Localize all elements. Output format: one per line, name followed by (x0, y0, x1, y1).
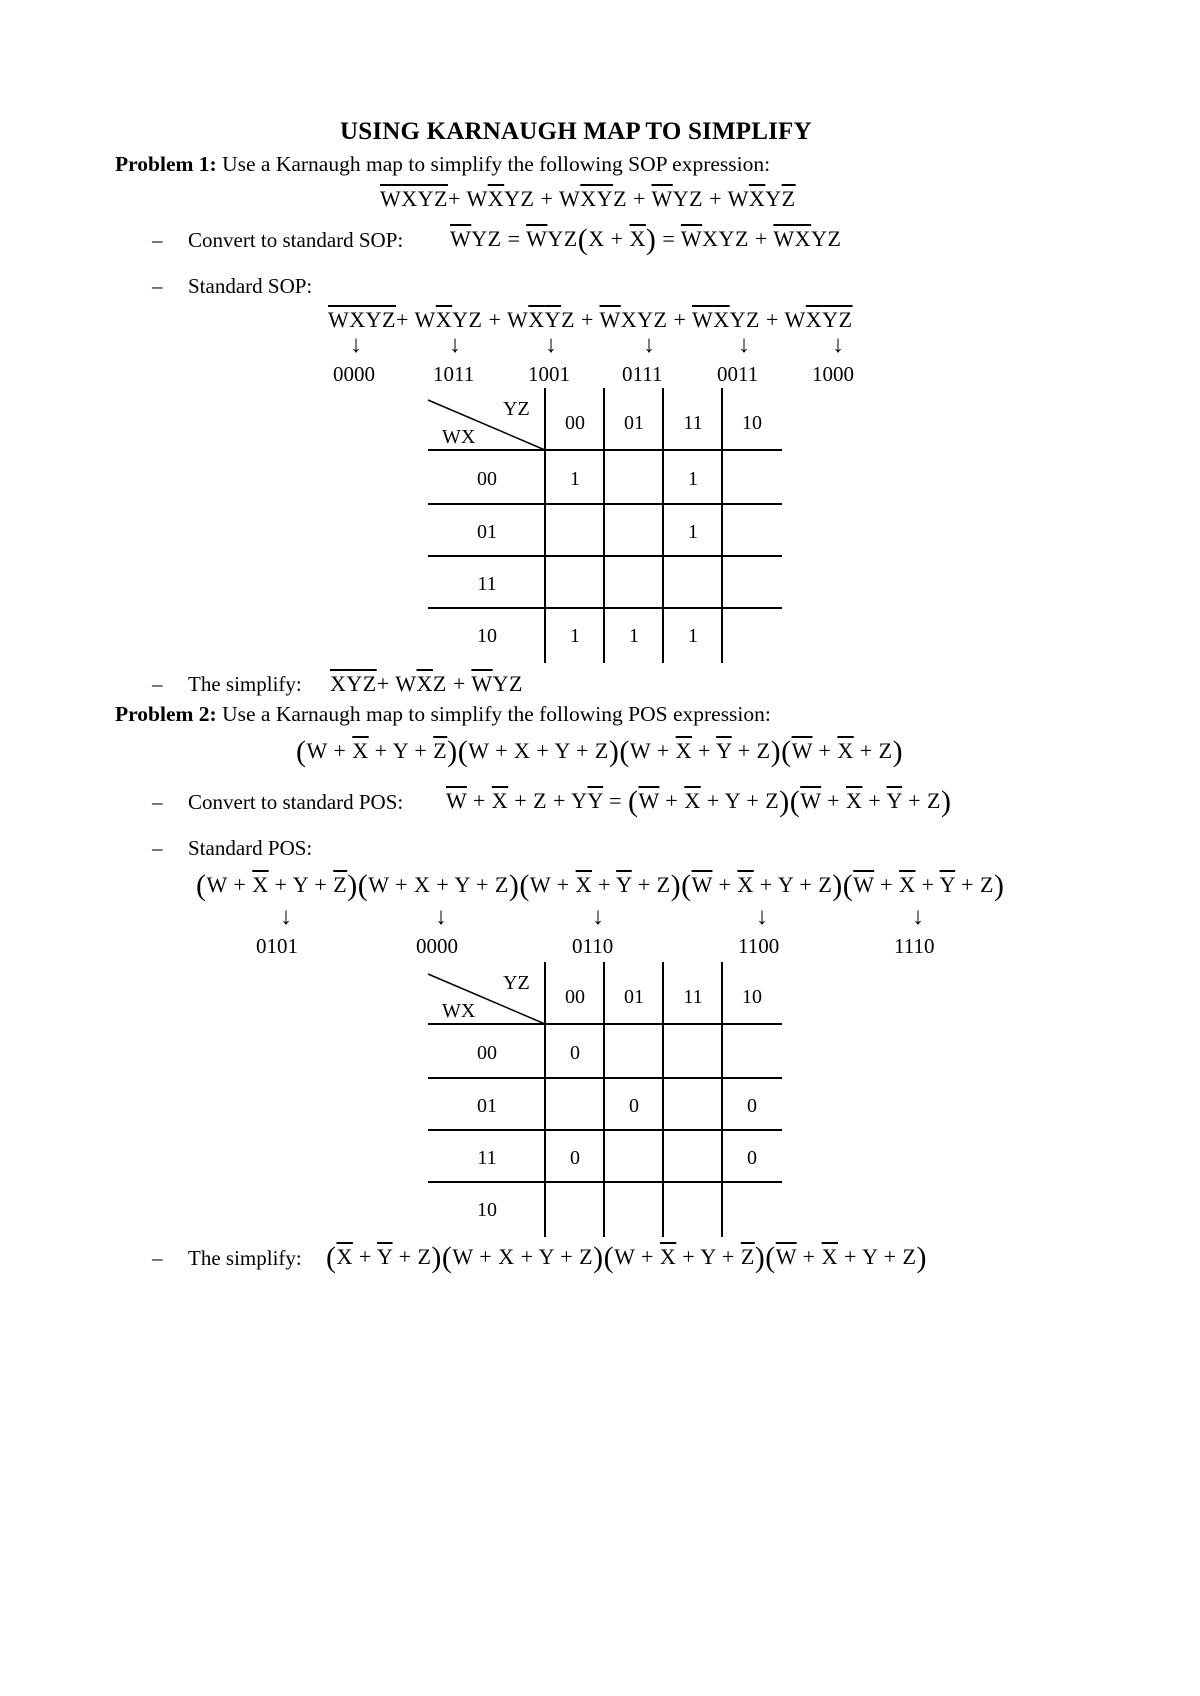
kmap-1-cell: 1 (688, 521, 698, 543)
page-title: USING KARNAUGH MAP TO SIMPLIFY (340, 118, 812, 145)
kmap-1-cell: 1 (570, 625, 580, 647)
p1-code-5: 1000 (812, 362, 854, 386)
kmap-2-col-header: 00 (565, 986, 585, 1008)
problem-1-simplify-result: $\overline{X}\overline{Y}\overline{Z}+ W\overline{X}Z + \overline{W}YZ$ (330, 671, 523, 696)
kmap-1-col-header: 10 (742, 412, 762, 434)
p1-code-3: 0111 (622, 362, 663, 386)
kmap-2-corner-yz: YZ (503, 972, 530, 994)
kmap-2-cell: 0 (570, 1147, 580, 1169)
kmap-1-cell: 1 (688, 625, 698, 647)
kmap-2-col-header: 11 (683, 986, 703, 1008)
problem-2-dash-1: – (152, 790, 163, 814)
kmap-1-corner-yz: YZ (503, 398, 530, 420)
p1-code-4: 0011 (717, 362, 759, 386)
problem-1-statement (115, 152, 770, 177)
p1-code-1: 1011 (433, 362, 475, 386)
kmap-2-row-header: 11 (477, 1147, 497, 1169)
p1-arrow-4: ↓ (738, 332, 750, 358)
problem-2-standard-label: Standard POS: (188, 836, 313, 860)
problem-2-label: Problem 2: (115, 702, 217, 726)
kmap-2-col-header: 10 (742, 986, 762, 1008)
p2-code-0: 0101 (256, 934, 298, 958)
p1-arrow-1: ↓ (449, 332, 461, 358)
p2-arrow-0: ↓ (280, 904, 292, 930)
kmap-1-cell: 1 (688, 468, 698, 490)
kmap-1-row-header: 01 (477, 521, 497, 543)
problem-2-convert-expression: $\overline{W} + \overline{X} + Z + Y\overline{Y} = (\overline{W} + \overline{X} + Y + Z)(\overline{W} + \overline{X} + \overline{Y} + Z)$ (446, 785, 952, 818)
kmap-2-row-header: 01 (477, 1095, 497, 1117)
kmap-1-row-header: 10 (477, 625, 497, 647)
problem-1-standard-expression: $\overline{W}\overline{X}\overline{Y}\overline{Z}+ W\overline{X}YZ + W\overline{X}\overline{Y}Z + \overline{W}XYZ + \overline{W}\overline{X}YZ + W\overline{X}\overline{Y}\overline{Z}$ (328, 307, 853, 332)
problem-2-dash-3: – (152, 1246, 163, 1270)
p2-arrow-3: ↓ (756, 904, 768, 930)
kmap-1-col-header: 01 (624, 412, 644, 434)
problem-1-simplify-label: The simplify: (188, 672, 302, 696)
problem-2-convert-label: Convert to standard POS: (188, 790, 404, 814)
problem-1-text: Use a Karnaugh map to simplify the following SOP expression: (222, 152, 771, 176)
kmap-1-corner-wx: WX (442, 426, 476, 448)
problem-2-standard-expression: $(W + \overline{X} + Y + \overline{Z})(W + X + Y + Z)(W + \overline{X} + \overline{Y} + Z)(\overline{W} + \overline{X} + Y + Z)(\overline{W} + \overline{X} + \overline{Y} + Z)$ (196, 869, 1005, 902)
p1-arrow-3: ↓ (643, 332, 655, 358)
kmap-1-col-header: 11 (683, 412, 703, 434)
kmap-1-cell: 1 (629, 625, 639, 647)
problem-2-simplify-label: The simplify: (188, 1246, 302, 1270)
kmap-1-row-header: 00 (477, 468, 497, 490)
problem-1-convert-expression: $\overline{W}YZ = \overline{W}YZ(X + \overline{X}) = \overline{W}XYZ + \overline{W}\overline{X}YZ$ (450, 223, 842, 256)
kmap-1-cell: 1 (570, 468, 580, 490)
kmap-2-row-header: 10 (477, 1199, 497, 1221)
p2-code-3: 1100 (738, 934, 780, 958)
problem-1-dash-1: – (152, 228, 163, 252)
kmap-2-cell: 0 (747, 1095, 757, 1117)
p1-code-2: 1001 (528, 362, 570, 386)
p2-code-4: 1110 (894, 934, 935, 958)
problem-1-dash-2: – (152, 274, 163, 298)
kmap-2-col-header: 01 (624, 986, 644, 1008)
p2-arrow-2: ↓ (592, 904, 604, 930)
p1-arrow-5: ↓ (832, 332, 844, 358)
problem-2-simplify-result: $(\overline{X} + \overline{Y} + Z)(W + X + Y + Z)(W + \overline{X} + Y + \overline{Z})(\overline{W} + \overline{X} + Y + Z)$ (326, 1241, 927, 1274)
problem-1-convert-label: Convert to standard SOP: (188, 228, 404, 252)
kmap-1-row-header: 11 (477, 573, 497, 595)
problem-2-statement (115, 702, 771, 727)
kmap-2-cell: 0 (629, 1095, 639, 1117)
kmap-2-row-header: 00 (477, 1042, 497, 1064)
kmap-2-cell: 0 (747, 1147, 757, 1169)
p1-arrow-0: ↓ (350, 332, 362, 358)
problem-1-dash-3: – (152, 672, 163, 696)
problem-1-label: Problem 1: (115, 152, 217, 176)
p1-arrow-2: ↓ (545, 332, 557, 358)
problem-2-text: Use a Karnaugh map to simplify the following POS expression: (222, 702, 771, 726)
p2-code-1: 0000 (416, 934, 458, 958)
problem-1-expression: $\overline{W}\overline{X}\overline{Y}\overline{Z}+ W\overline{X}YZ + W\overline{X}\overline{Y}Z + \overline{W}YZ + W\overline{X}Y\overline{Z}$ (380, 186, 796, 211)
p1-code-0: 0000 (333, 362, 375, 386)
p2-arrow-1: ↓ (435, 904, 447, 930)
kmap-1-col-header: 00 (565, 412, 585, 434)
problem-2-dash-2: – (152, 836, 163, 860)
kmap-2-cell: 0 (570, 1042, 580, 1064)
p2-code-2: 0110 (572, 934, 614, 958)
kmap-2-corner-wx: WX (442, 1000, 476, 1022)
p2-arrow-4: ↓ (912, 904, 924, 930)
problem-1-standard-label: Standard SOP: (188, 274, 313, 298)
problem-2-expression: $(W + \overline{X} + Y + \overline{Z})(W + X + Y + Z)(W + \overline{X} + \overline{Y} + Z)(\overline{W} + \overline{X} + Z)$ (296, 735, 904, 768)
